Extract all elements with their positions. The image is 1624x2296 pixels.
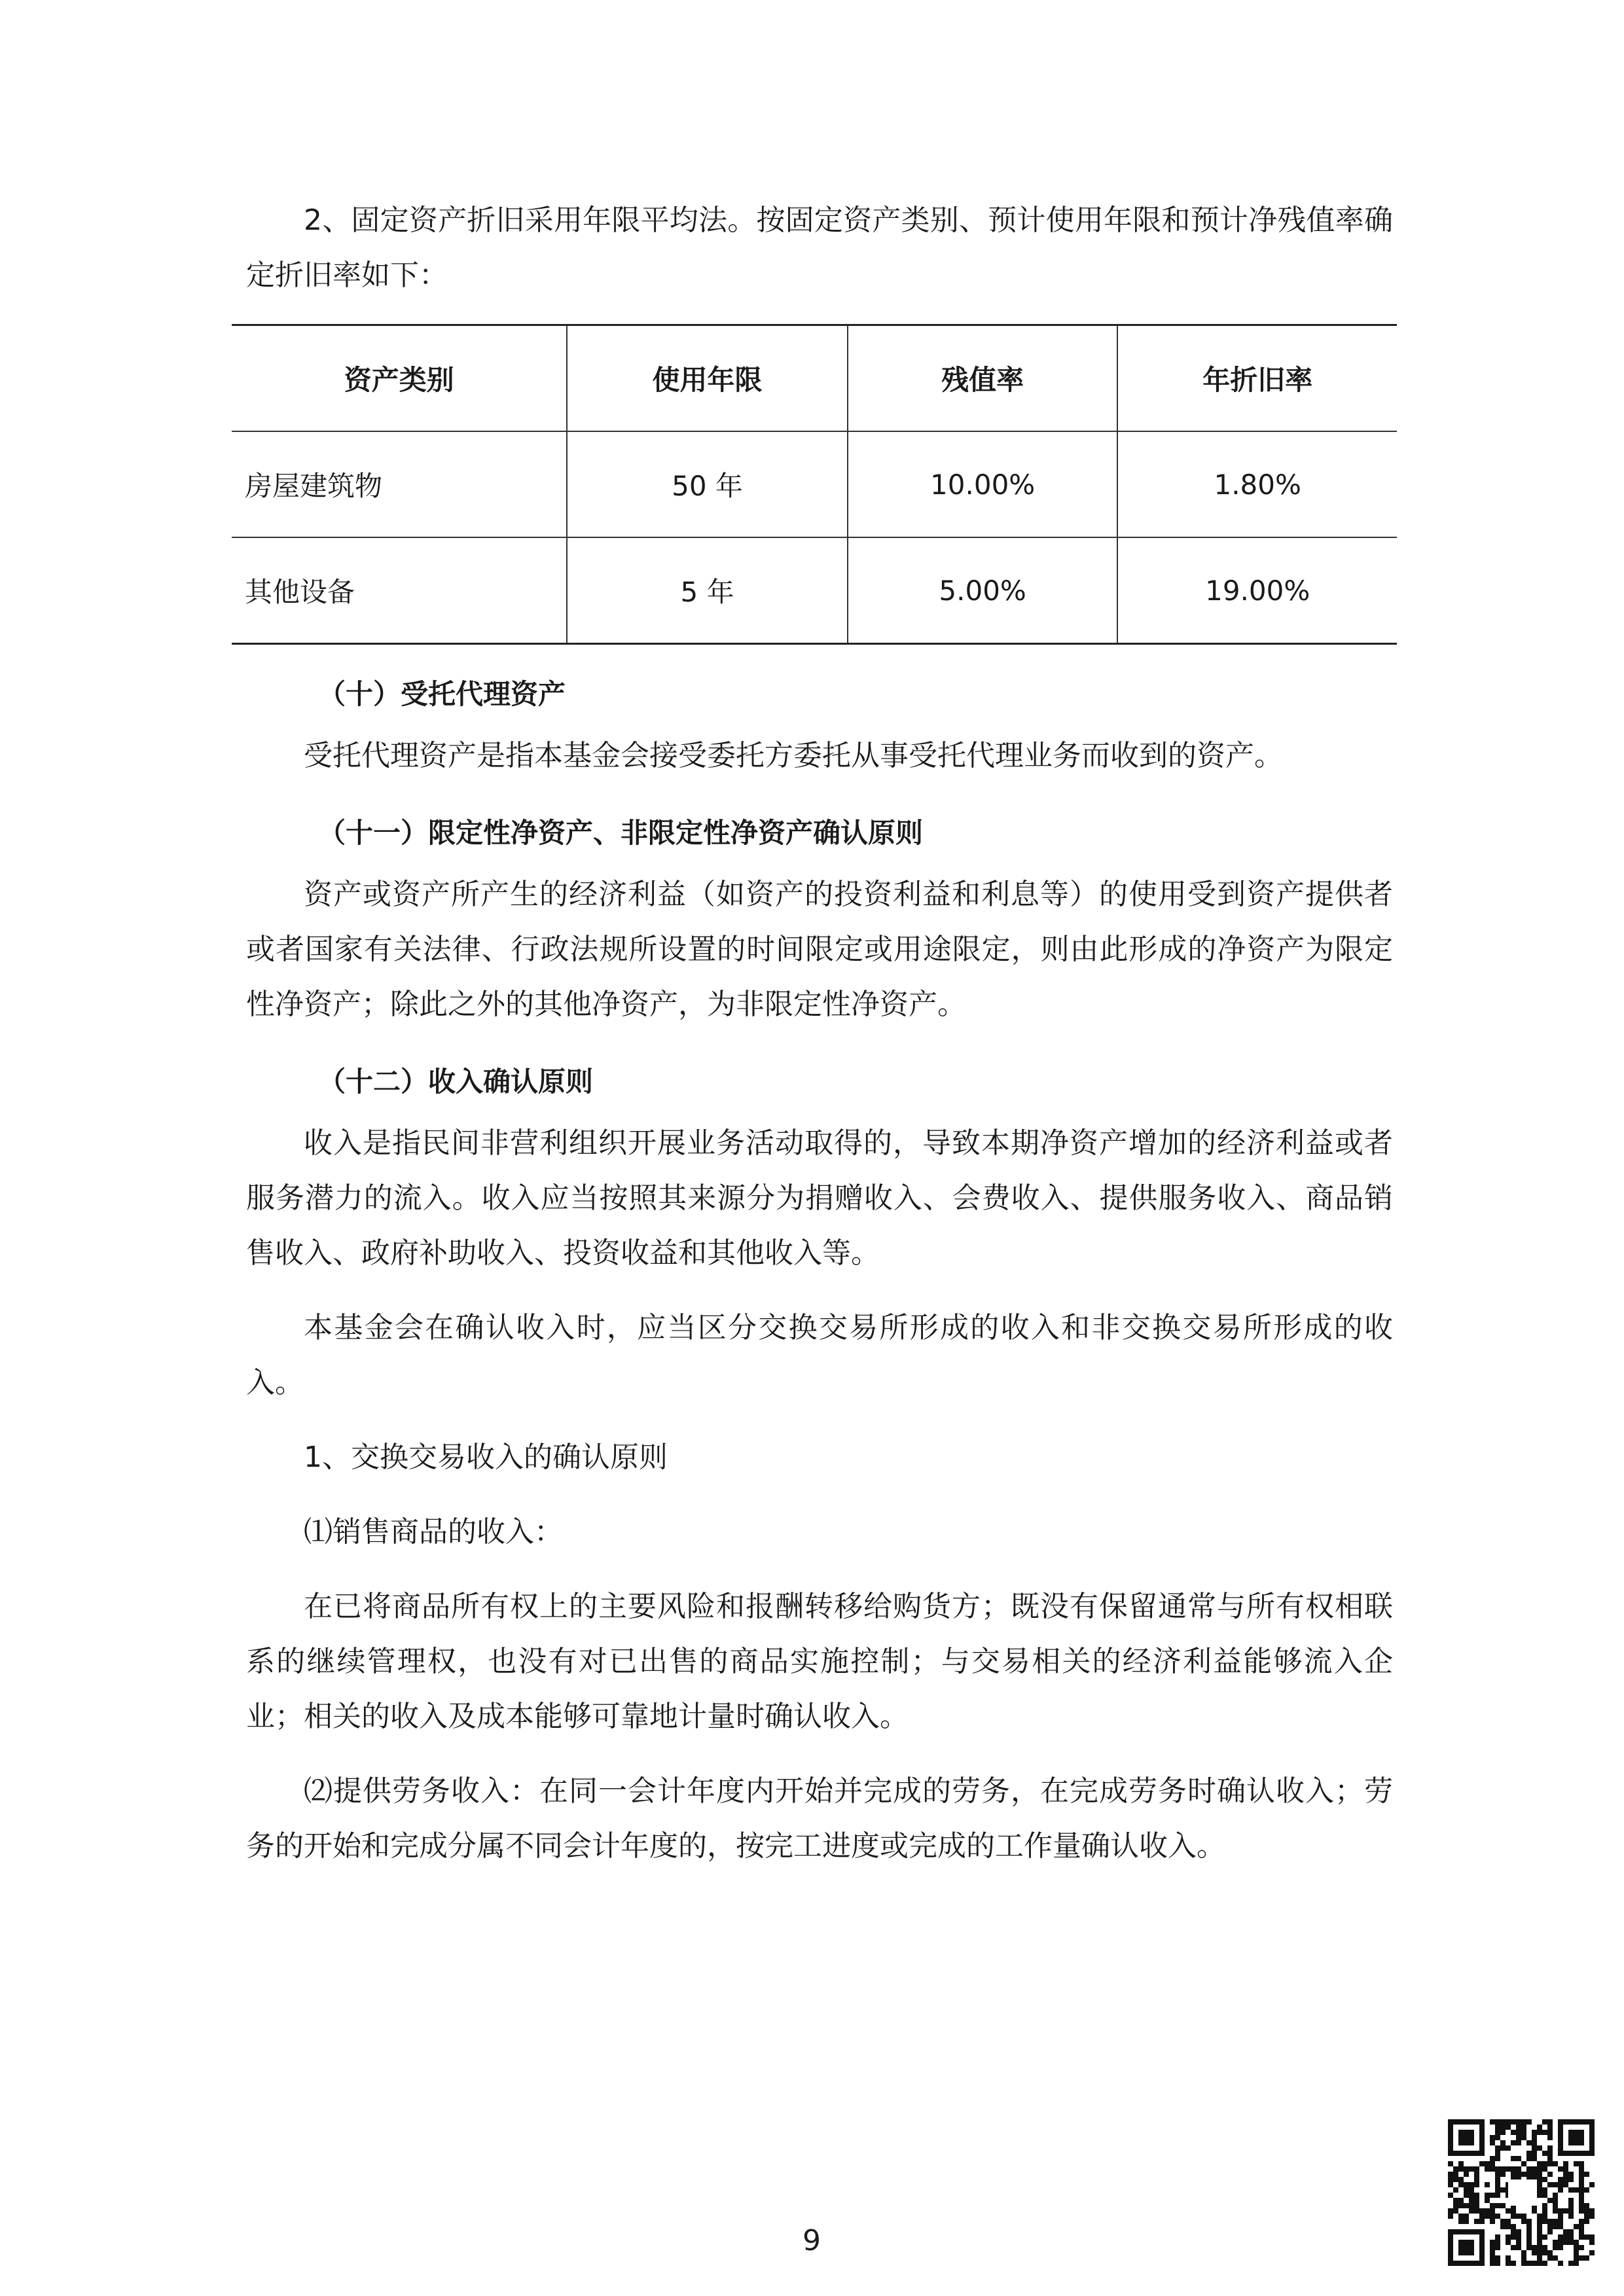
table-header-cell: 残值率 xyxy=(848,325,1118,432)
page-number: 9 xyxy=(803,2224,821,2257)
paragraph-sales-revenue-criteria: 在已将商品所有权上的主要风险和报酬转移给购货方；既没有保留通常与所有权相联系的继续管理权，也没有对已出售的商品实施控制；与交易相关的经济利益能够流入企业；相关的收入及成本能够可靠地计量时确认收入。 xyxy=(246,1590,1393,1733)
section-heading-trust-assets: （十）受托代理资产 xyxy=(318,678,566,710)
paragraph-revenue-definition: 收入是指民间非营利组织开展业务活动取得的，导致本期净资产增加的经济利益或者服务潜力的流入。收入应当按照其来源分为捐赠收入、会费收入、提供服务收入、商品销售收入、政府补助收入、投资收益和其他收入等。 xyxy=(246,1126,1393,1270)
table-cell: 1.80% xyxy=(1117,431,1397,537)
qr-code-icon xyxy=(1448,2119,1595,2266)
table-cell: 5 年 xyxy=(567,537,848,644)
table-row xyxy=(232,537,1397,644)
paragraph-service-revenue: ⑵提供劳务收入：在同一会计年度内开始并完成的劳务，在完成劳务时确认收入；劳务的开始和完成分属不同会计年度的，按完工进度或完成的工作量确认收入。 xyxy=(246,1774,1393,1863)
section-heading-revenue: （十二）收入确认原则 xyxy=(318,1066,594,1098)
table-cell: 5.00% xyxy=(848,537,1118,644)
table-header-cell: 资产类别 xyxy=(232,325,567,432)
paragraph-trust-assets: 受托代理资产是指本基金会接受委托方委托从事受托代理业务而收到的资产。 xyxy=(304,739,1283,772)
page-content xyxy=(246,193,1393,1874)
table-cell: 10.00% xyxy=(848,431,1118,537)
qr-stamp xyxy=(1508,2179,1537,2206)
table-cell: 房屋建筑物 xyxy=(232,431,567,537)
table-cell: 其他设备 xyxy=(232,537,567,644)
table-cell: 19.00% xyxy=(1117,537,1397,644)
table-header-row xyxy=(232,325,1397,432)
table-header-cell: 使用年限 xyxy=(567,325,848,432)
paragraph-revenue-distinction: 本基金会在确认收入时，应当区分交换交易所形成的收入和非交换交易所形成的收入。 xyxy=(246,1311,1393,1399)
table-cell: 50 年 xyxy=(567,431,848,537)
depreciation-table xyxy=(232,324,1397,645)
section-heading-net-assets: （十一）限定性净资产、非限定性净资产确认原则 xyxy=(318,817,924,849)
table-row xyxy=(232,431,1397,537)
paragraph-depreciation-method: 2、固定资产折旧采用年限平均法。按固定资产类别、预计使用年限和预计净残值率确定折旧率如下： xyxy=(246,204,1393,292)
paragraph-net-assets: 资产或资产所产生的经济利益（如资产的投资利益和利息等）的使用受到资产提供者或者国家有关法律、行政法规所设置的时间限定或用途限定，则由此形成的净资产为限定性净资产；除此之外的其他净资产，为非限定性净资产。 xyxy=(246,878,1393,1021)
paragraph-sales-revenue-title: ⑴销售商品的收入： xyxy=(304,1515,563,1549)
paragraph-exchange-revenue-title: 1、交换交易收入的确认原则 xyxy=(304,1441,668,1474)
table-header-cell: 年折旧率 xyxy=(1117,325,1397,432)
